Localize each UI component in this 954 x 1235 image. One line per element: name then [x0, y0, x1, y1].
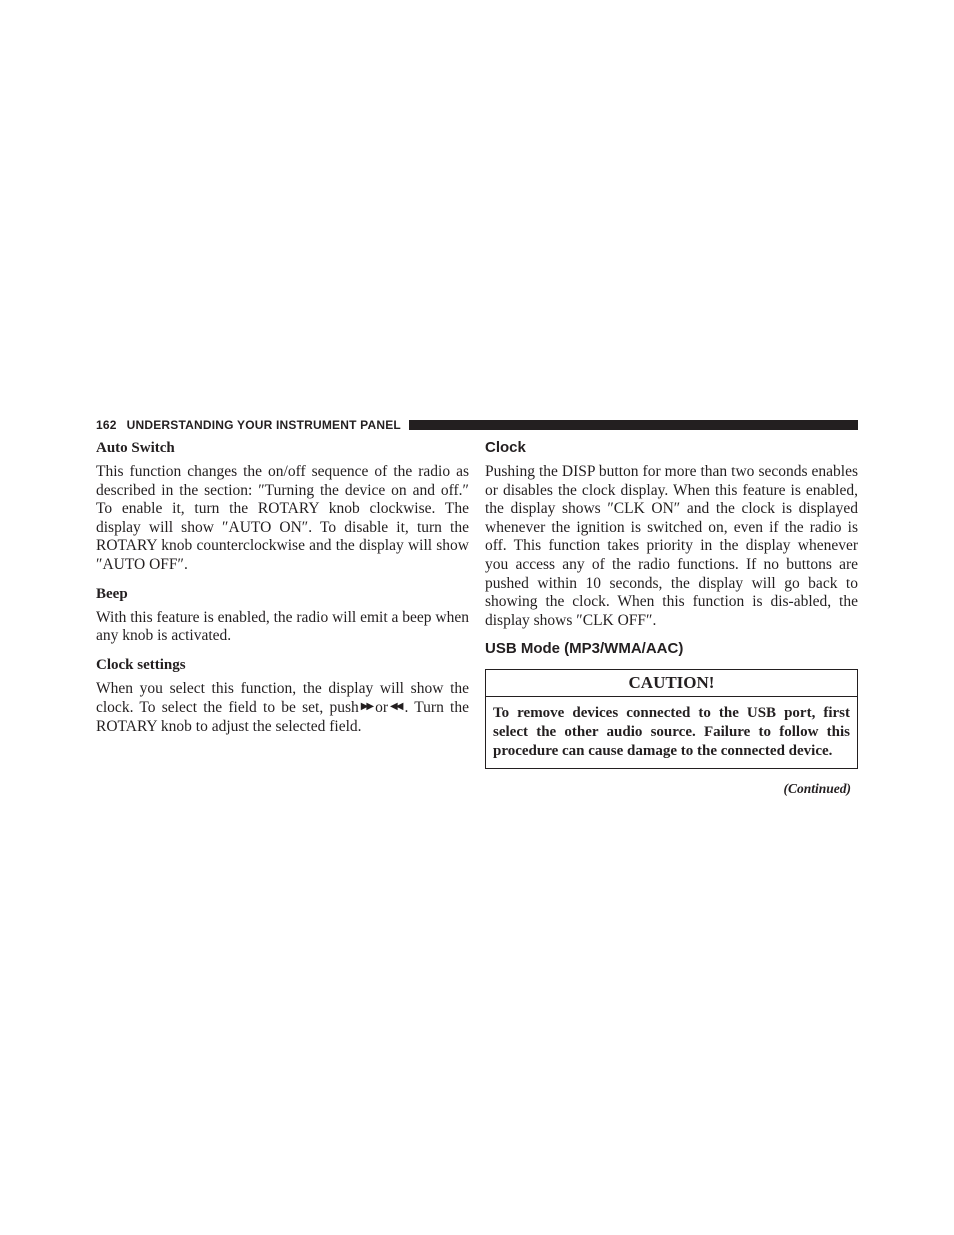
header-rule [409, 420, 858, 430]
section-title: UNDERSTANDING YOUR INSTRUMENT PANEL [126, 418, 401, 432]
right-column [485, 436, 858, 797]
continued-label: (Continued) [783, 781, 851, 797]
page-number: 162 [96, 418, 117, 432]
left-column [96, 436, 469, 744]
clock-settings-text-part1: When you select this function, the display will show the clock. To select the field to be set, push [96, 679, 469, 717]
beep-heading: Beep [96, 585, 128, 602]
clock-heading: Clock [485, 439, 526, 456]
page-header [96, 417, 858, 433]
beep-text: With this feature is enabled, the radio will emit a beep when any knob is activated. [96, 608, 469, 645]
caution-text: To remove devices connected to the USB port, first select the other audio source. Failure to follow this procedure can cause damage to the connected device. [493, 705, 850, 759]
clock-settings-text-part2: . Turn the ROTARY knob to adjust the selected field. [96, 699, 469, 735]
seek-forward-icon: ▶▶ [360, 701, 373, 713]
clock-settings-text-or: or [375, 699, 389, 717]
caution-box [485, 669, 858, 769]
seek-back-icon: ◀◀ [390, 701, 402, 713]
clock-settings-text [96, 680, 469, 737]
clock-settings-heading: Clock settings [96, 656, 186, 673]
auto-switch-text: This function changes the on/off sequence of the radio as described in the section: ″Turning the device on and off.″ To enable it, turn the ROTARY knob clockwise. The display will show ″AUTO ON″. To disable it, turn the ROTARY knob counterclockwise and the display will show ″AUTO OFF″. [96, 463, 469, 573]
clock-text: Pushing the DISP button for more than two seconds enables or disables the clock display. When this feature is enabled, the display shows ″CLK ON″ and the clock is displayed whenever the ignition is switched on, even if the radio is off. This function takes priority in the display whenever you access any of the radio functions. If no buttons are pushed within 10 seconds, the display will go back to showing the clock. When this function is dis-abled, the display shows ″CLK OFF″. [485, 463, 858, 629]
caution-title: CAUTION! [486, 670, 857, 697]
usb-mode-heading: USB Mode (MP3/WMA/AAC) [485, 640, 684, 658]
auto-switch-heading: Auto Switch [96, 440, 175, 456]
